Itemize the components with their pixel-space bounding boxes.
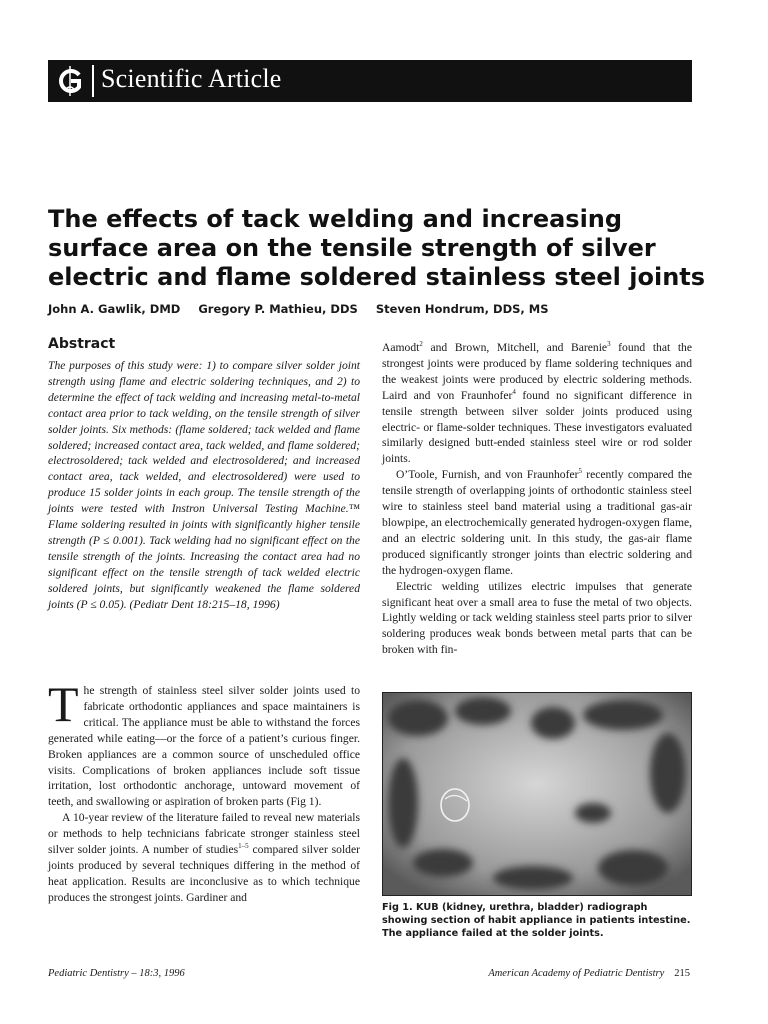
page-number: 215 (674, 968, 690, 979)
drop-cap: T (48, 676, 79, 732)
citation-ref: 3 (607, 340, 611, 349)
footer-journal-issue: Pediatric Dentistry – 18:3, 1996 (48, 968, 185, 979)
body-column-right (382, 340, 692, 658)
body-paragraph: O’Toole, Furnish, and von Fraunhofer$^5$ recently compared the tensile strength of overlapping joints of orthodontic stainless steel wire to stainless steel band material using a traditional gas-air blowpipe, an electrochemically generated hydrogen-oxygen flame, and an electric soldering unit. In this study, the gas-air flame produced significantly stronger joints than electric soldering and the hydrogen-oxygen flame. (382, 467, 693, 577)
citation-ref: 5 (578, 467, 582, 476)
author: John A. Gawlik, DMD (48, 302, 181, 316)
footer-right (488, 968, 690, 979)
body-column-left (48, 676, 360, 906)
radiograph-figure (382, 692, 692, 896)
body-paragraph: A 10-year review of the literature failed to reveal new materials or methods to help technicians fabricate stronger stainless steel silver solder joints. A number of studies$^{1-5}$ compared silver solder joints produced by several techniques differing in the method of heat application. Results are inconclusive as to which technique produces the strongest joints. Gardiner and (48, 811, 360, 904)
footer-journal-name: American Academy of Pediatric Dentistry (488, 968, 665, 979)
figure-caption: Fig 1. KUB (kidney, urethra, bladder) radiograph showing section of habit appliance in patients intestine. The appliance failed at the solder joints. (382, 902, 691, 939)
body-paragraph: Aamodt$^2$ and Brown, Mitchell, and Barenie$^3$ found that the strongest joints were produced by flame soldering techniques and the weakest joints were produced by electric soldering methods. Laird and von Fraunhofer$^4$ found no significant difference in tensile strength between silver solder joints produced using electric- or flame-solder techniques. These investigators evaluated similarly designed butt-ended stainless steel wire or rod solder joints. (382, 340, 692, 466)
body-paragraph: The strength of stainless steel silver solder joints used to fabricate orthodontic appliances and space maintainers is critical. The appliance must be able to withstand the forces generated while eating—or the force of a patient’s curious finger. Broken appliances are a common source of unscheduled office visits. Complications of broken appliances include soft tissue irritation, lost orthodontic anchorage, untoward movement of teeth, and swallowing or aspiration of broken parts (Fig 1). (48, 676, 360, 809)
citation-ref: 4 (512, 387, 516, 396)
abstract-heading: Abstract (48, 336, 116, 352)
article-title: The effects of tack welding and increasing surface area on the tensile strength of silver electric and flame soldered stainless steel joints (48, 205, 706, 291)
author-list (48, 302, 563, 316)
g-medical-logo-icon (52, 63, 88, 99)
abstract-text: The purposes of this study were: 1) to compare silver solder joint strength using flame and electric soldering techniques, and 2) to determine the effect of tack welding and increasing metal-to-metal contact area prior to tack welding, on the tensile strength of silver solder joints. Six methods: (flame soldered; tack welded and flame soldered; increased contact area, tack welded, and flame soldered; electrosoldered; tack welded and electrosoldered; and increased contact area, tack welded, and electrosoldered) were used to produce 15 solder joints in each group. The tensile strength of the joints were tested with Instron Universal Testing Machine.™ Flame soldering resulted in joints with significantly higher tensile strength (P ≤ 0.001). Tack welding had no significant effect on the tensile strength of the joints. Increasing the contact area had no significant effect on the tensile strength of tack welded electric soldered joints, but significantly weakened the flame soldered joints (P ≤ 0.05). (Pediatr Dent 18:215–18, 1996) (48, 359, 360, 611)
author: Gregory P. Mathieu, DDS (198, 302, 358, 316)
section-banner (48, 60, 692, 102)
banner-divider (92, 65, 94, 97)
citation-ref: 2 (419, 340, 423, 349)
citation-ref: 1–5 (238, 842, 249, 851)
section-label: Scientific Article (101, 64, 282, 93)
author: Steven Hondrum, DDS, MS (375, 302, 549, 316)
body-paragraph: Electric welding utilizes electric impulses that generate significant heat over a small area to fuse the metal of two objects. Lightly welding or tack welding stainless steel parts prior to silver soldering produces weak bonds between metal parts that can be broken with fin- (382, 579, 692, 657)
